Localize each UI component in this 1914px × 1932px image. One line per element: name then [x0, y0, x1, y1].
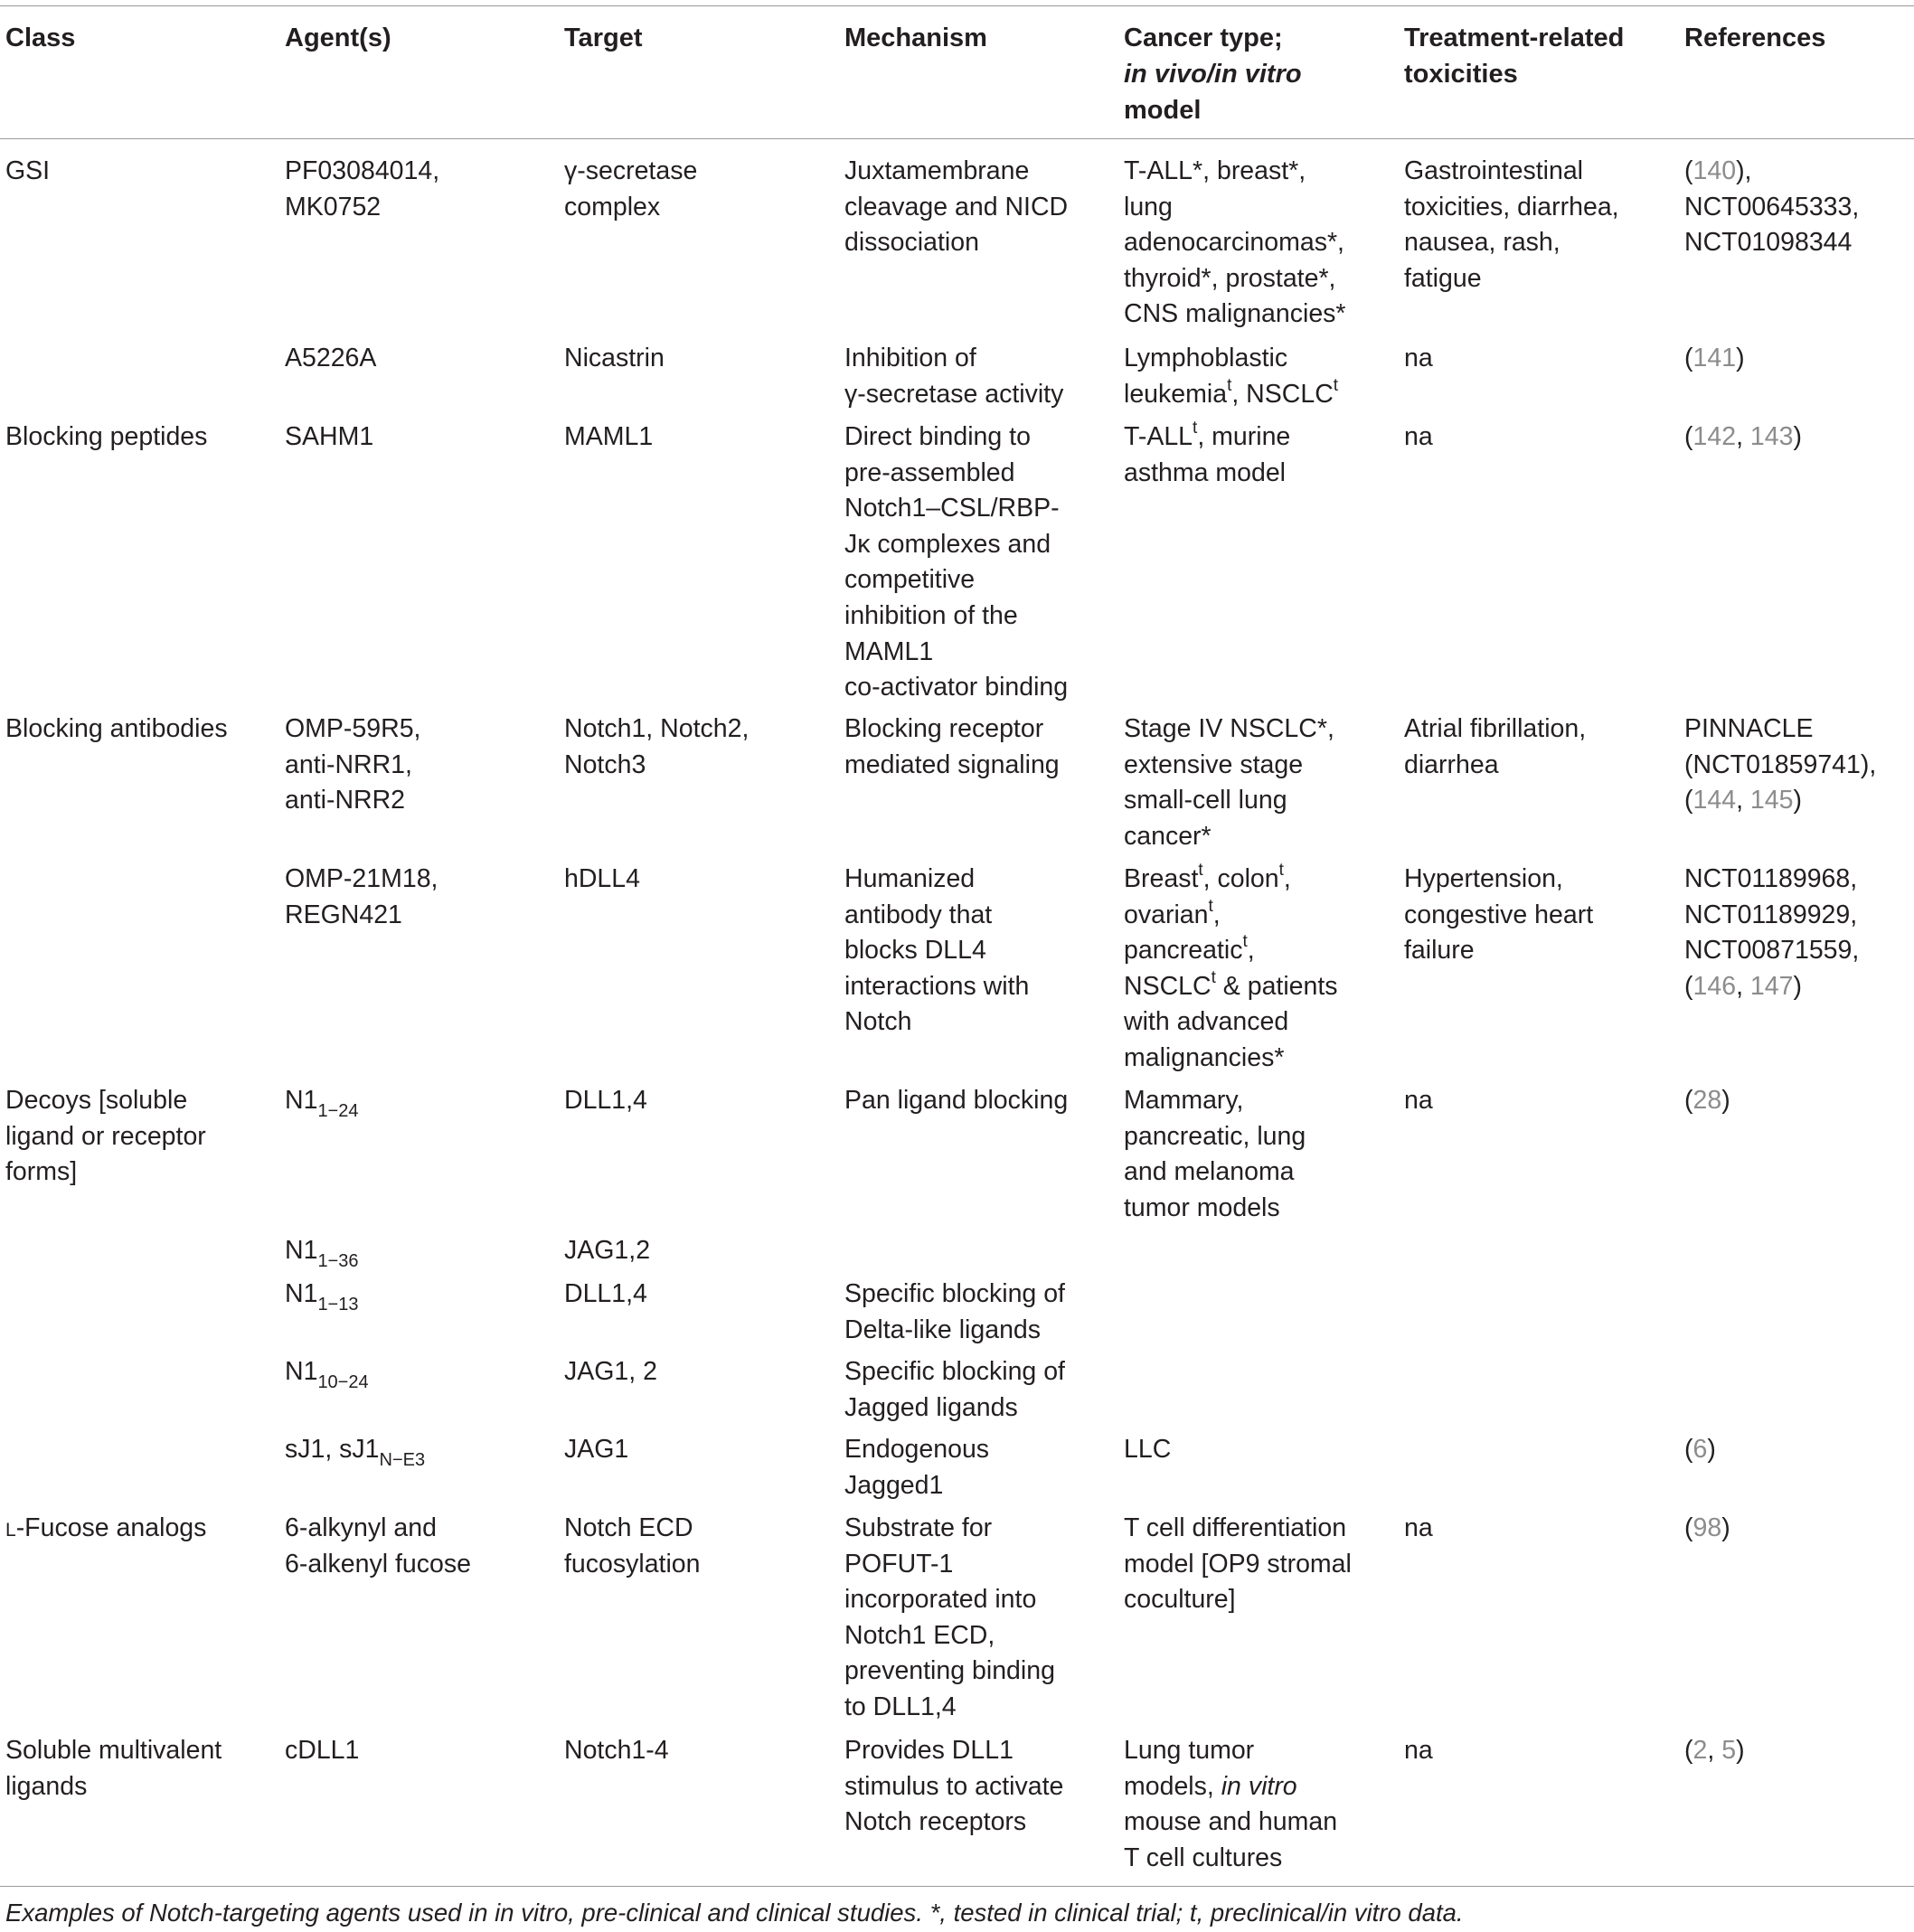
row-decoys-target: DLL1,4	[564, 1086, 647, 1115]
cancer-line	[1124, 419, 1290, 456]
agent-line: PF03084014,	[285, 156, 440, 185]
cancer-line	[1124, 969, 1338, 1005]
reference-link[interactable]: 5	[1721, 1736, 1737, 1765]
mechanism-line: Endogenous	[844, 1435, 990, 1464]
reference-link[interactable]: 145	[1749, 786, 1794, 815]
ref-paren: )	[1736, 344, 1745, 372]
mechanism-line: POFUT-1	[844, 1549, 954, 1579]
agent-subscript: N−E3	[379, 1450, 426, 1470]
preclinical-marker: t	[1278, 861, 1284, 880]
ref-paren: (	[1684, 1513, 1693, 1542]
row-n1-1-36-target: JAG1,2	[564, 1236, 651, 1265]
ref-paren: (	[1684, 1435, 1693, 1464]
ref-line: NCT01189929,	[1684, 900, 1858, 929]
reference-link[interactable]: 140	[1692, 156, 1737, 185]
reference-link[interactable]: 2	[1692, 1736, 1708, 1765]
cancer-line: tumor models	[1124, 1192, 1280, 1222]
cancer-text: ovarian	[1124, 900, 1209, 929]
mechanism-line: to DLL1,4	[844, 1692, 957, 1721]
tox-line: Hypertension,	[1404, 864, 1563, 893]
cancer-line: Mammary,	[1124, 1086, 1244, 1115]
cancer-line	[1124, 933, 1338, 969]
header-references: References	[1684, 24, 1826, 52]
mechanism-line: cleavage and NICD	[844, 192, 1069, 221]
row-gsi-target	[564, 154, 697, 225]
ref-paren: (	[1684, 344, 1693, 372]
mechanism-line: inhibition of the	[844, 600, 1018, 630]
row-decoys-class	[5, 1083, 206, 1191]
cancer-line: T-ALL*, breast*,	[1124, 156, 1306, 185]
cancer-line: T cell cultures	[1124, 1842, 1283, 1872]
mechanism-line: blocks DLL4	[844, 936, 986, 966]
ref-separator: ,	[1736, 971, 1750, 1001]
agent-line: anti-NRR1,	[285, 749, 412, 779]
target-line: Notch1, Notch2,	[564, 714, 750, 743]
row-peptides-mechanism	[844, 419, 1068, 706]
reference-link[interactable]: 98	[1692, 1513, 1722, 1542]
class-line: Decoys [soluble	[5, 1086, 188, 1115]
row-peptides-agent: SAHM1	[285, 422, 374, 451]
mechanism-line: incorporated into	[844, 1585, 1037, 1615]
cancer-line: small-cell lung	[1124, 786, 1287, 815]
reference-link[interactable]: 144	[1692, 786, 1737, 815]
row-fucose-agents	[285, 1511, 471, 1582]
cancer-line: model [OP9 stromal	[1124, 1549, 1352, 1579]
ref-paren: (	[1684, 1736, 1693, 1765]
row-n1-1-13-agent	[285, 1277, 359, 1313]
row-fucose-class	[5, 1511, 206, 1549]
class-line: forms]	[5, 1157, 78, 1187]
mechanism-line: γ-secretase activity	[844, 379, 1064, 409]
row-decoys-cancer	[1124, 1083, 1306, 1226]
row-omp21m18-cancer	[1124, 862, 1338, 1077]
row-fucose-target	[564, 1511, 701, 1582]
row-decoys-agent	[285, 1083, 359, 1119]
header-cancer-line3: model	[1124, 96, 1202, 125]
row-multivalent-references	[1684, 1733, 1745, 1769]
agent-line: 6-alkynyl and	[285, 1513, 437, 1542]
preclinical-marker: t	[1193, 419, 1198, 438]
tox-line: toxicities, diarrhea,	[1404, 192, 1619, 221]
cancer-line: with advanced	[1124, 1007, 1289, 1037]
row-omp21m18-mechanism	[844, 862, 1029, 1041]
cancer-text: & patients	[1215, 971, 1338, 1001]
header-tox-line1: Treatment-related	[1404, 24, 1625, 52]
row-multivalent-target: Notch1-4	[564, 1736, 669, 1765]
ref-paren: (	[1684, 156, 1693, 185]
row-peptides-target: MAML1	[564, 422, 654, 451]
row-antibodies-mechanism	[844, 712, 1060, 783]
row-n1-10-24-target: JAG1, 2	[564, 1357, 657, 1386]
row-multivalent-agent: cDLL1	[285, 1736, 360, 1765]
ref-paren: (	[1684, 971, 1693, 1001]
row-sj1-mechanism	[844, 1432, 989, 1503]
ref-line	[1684, 154, 1859, 190]
mechanism-line: MAML1	[844, 636, 934, 666]
cancer-line	[1124, 898, 1338, 934]
row-fucose-toxicities: na	[1404, 1513, 1433, 1542]
mechanism-line: stimulus to activate	[844, 1771, 1064, 1801]
agent-text: N1	[285, 1357, 318, 1386]
row-peptides-toxicities: na	[1404, 422, 1433, 451]
ref-line	[1684, 969, 1859, 1005]
mechanism-line: Notch receptors	[844, 1807, 1027, 1837]
ref-separator: ,	[1736, 422, 1750, 451]
cancer-line: Lung tumor	[1124, 1736, 1255, 1765]
row-omp21m18-toxicities	[1404, 862, 1593, 969]
row-omp21m18-target: hDLL4	[564, 864, 640, 893]
cancer-text: models,	[1124, 1771, 1221, 1801]
ref-separator: ,	[1707, 1736, 1722, 1765]
row-omp21m18-agents	[285, 862, 438, 933]
row-sj1-cancer: LLC	[1124, 1435, 1172, 1464]
class-line: ligands	[5, 1771, 88, 1801]
mechanism-line: preventing binding	[844, 1656, 1055, 1686]
preclinical-marker: t	[1208, 896, 1213, 916]
row-gsi-mechanism	[844, 154, 1068, 261]
ref-line	[1684, 783, 1876, 819]
header-toxicities	[1404, 20, 1624, 92]
target-line: γ-secretase	[564, 156, 698, 185]
reference-link[interactable]: 28	[1692, 1086, 1722, 1115]
cancer-line	[1124, 862, 1338, 898]
ref-paren: )	[1793, 422, 1802, 451]
cancer-line: Stage IV NSCLC*,	[1124, 714, 1334, 743]
header-cancer-line2: in vivo/in vitro	[1124, 60, 1302, 89]
cancer-line: and melanoma	[1124, 1157, 1295, 1187]
row-fucose-cancer	[1124, 1511, 1352, 1618]
mechanism-line: Notch1–CSL/RBP-	[844, 494, 1060, 523]
cancer-line: pancreatic, lung	[1124, 1121, 1306, 1151]
row-antibodies-cancer	[1124, 712, 1334, 854]
reference-link[interactable]: 141	[1692, 344, 1737, 372]
target-line: fucosylation	[564, 1549, 701, 1579]
ref-paren: (	[1684, 1086, 1693, 1115]
row-a5226a-toxicities: na	[1404, 344, 1433, 372]
cancer-text-italic: in vitro	[1221, 1771, 1297, 1801]
row-fucose-references	[1684, 1511, 1730, 1547]
ref-paren: (	[1684, 422, 1693, 451]
row-peptides-references	[1684, 419, 1802, 456]
tox-line: fatigue	[1404, 263, 1482, 293]
preclinical-marker: t	[1333, 375, 1339, 395]
cancer-text: leukemia	[1124, 379, 1228, 409]
agent-text: N1	[285, 1279, 318, 1308]
tox-line: diarrhea	[1404, 749, 1499, 779]
row-n1-1-13-mechanism	[844, 1277, 1065, 1348]
class-line: ligand or receptor	[5, 1121, 206, 1151]
row-gsi-class: GSI	[5, 156, 51, 185]
row-sj1-target: JAG1	[564, 1435, 629, 1464]
row-antibodies-references	[1684, 712, 1876, 819]
mechanism-line: antibody that	[844, 900, 993, 929]
row-a5226a-mechanism	[844, 341, 1063, 412]
agent-subscript: 1−36	[317, 1251, 359, 1271]
row-decoys-toxicities: na	[1404, 1086, 1433, 1115]
cancer-line: CNS malignancies*	[1124, 299, 1346, 329]
agent-subscript: 10−24	[317, 1372, 369, 1392]
ref-paren: )	[1707, 1435, 1716, 1464]
cancer-text: ,	[1247, 936, 1255, 966]
cancer-line: coculture]	[1124, 1585, 1236, 1615]
target-line: Notch ECD	[564, 1513, 693, 1542]
preclinical-marker: t	[1227, 375, 1232, 395]
row-antibodies-agents	[285, 712, 420, 819]
mechanism-line: Jκ complexes and	[844, 529, 1051, 559]
cancer-text: Breast	[1124, 864, 1199, 893]
tox-line: Gastrointestinal	[1404, 156, 1584, 185]
cancer-line: asthma model	[1124, 457, 1287, 487]
reference-link[interactable]: 142	[1692, 422, 1737, 451]
agent-subscript: 1−24	[317, 1101, 359, 1121]
row-antibodies-class: Blocking antibodies	[5, 714, 228, 743]
preclinical-marker: t	[1211, 967, 1216, 987]
ref-line: NCT00871559,	[1684, 936, 1860, 966]
tox-line: failure	[1404, 936, 1475, 966]
row-multivalent-toxicities: na	[1404, 1736, 1433, 1765]
class-line: Soluble multivalent	[5, 1736, 222, 1765]
row-omp21m18-references	[1684, 862, 1859, 1004]
cancer-line: thyroid*, prostate*,	[1124, 263, 1336, 293]
row-antibodies-toxicities	[1404, 712, 1586, 783]
ref-separator: ,	[1736, 786, 1750, 815]
cancer-text: , NSCLC	[1231, 379, 1334, 409]
agent-text: N1	[285, 1086, 318, 1115]
row-a5226a-target: Nicastrin	[564, 344, 665, 372]
mechanism-line: Notch1 ECD,	[844, 1620, 995, 1650]
agent-text: N1	[285, 1236, 318, 1265]
agent-line: MK0752	[285, 192, 382, 221]
preclinical-marker: t	[1198, 861, 1203, 880]
ref-line: NCT00645333,	[1684, 192, 1860, 221]
cancer-text: pancreatic	[1124, 936, 1243, 966]
preclinical-marker: t	[1242, 932, 1248, 952]
mechanism-line: Provides DLL1	[844, 1736, 1014, 1765]
cancer-text: , colon	[1202, 864, 1279, 893]
header-mechanism: Mechanism	[844, 24, 987, 52]
header-class: Class	[5, 24, 76, 52]
header-bottom-rule	[0, 138, 1914, 139]
table-top-rule	[0, 5, 1914, 6]
cancer-line: T cell differentiation	[1124, 1513, 1347, 1542]
row-decoys-references	[1684, 1083, 1730, 1119]
ref-paren: )	[1736, 1736, 1745, 1765]
tox-line: congestive heart	[1404, 900, 1594, 929]
mechanism-line: Juxtamembrane	[844, 156, 1030, 185]
row-peptides-cancer	[1124, 419, 1290, 491]
mechanism-line: Jagged ligands	[844, 1392, 1018, 1422]
cancer-line: mouse and human	[1124, 1807, 1338, 1837]
reference-link[interactable]: 143	[1749, 422, 1794, 451]
ref-paren: (	[1684, 786, 1693, 815]
cancer-line: Lymphoblastic	[1124, 344, 1288, 372]
reference-link[interactable]: 146	[1692, 971, 1737, 1001]
ref-line: PINNACLE	[1684, 714, 1814, 743]
cancer-text: NSCLC	[1124, 971, 1212, 1001]
row-multivalent-class	[5, 1733, 222, 1805]
agent-line: REGN421	[285, 900, 402, 929]
tox-line: nausea, rash,	[1404, 228, 1560, 258]
agent-line: OMP-59R5,	[285, 714, 421, 743]
cancer-line: cancer*	[1124, 821, 1212, 851]
row-sj1-agent	[285, 1432, 425, 1468]
class-smallcaps: L	[5, 1520, 16, 1541]
cancer-line: lung	[1124, 192, 1173, 221]
reference-link[interactable]: 6	[1692, 1435, 1708, 1464]
mechanism-line: mediated signaling	[844, 749, 1060, 779]
header-target: Target	[564, 24, 643, 52]
mechanism-line: Humanized	[844, 864, 976, 893]
row-antibodies-target	[564, 712, 749, 783]
row-gsi-toxicities	[1404, 154, 1619, 297]
mechanism-line: co-activator binding	[844, 673, 1069, 702]
header-cancer-line1: Cancer type;	[1124, 24, 1283, 52]
table-bottom-rule	[0, 1886, 1914, 1887]
row-peptides-class: Blocking peptides	[5, 422, 208, 451]
cancer-text: , murine	[1197, 422, 1291, 451]
agent-line: 6-alkenyl fucose	[285, 1549, 471, 1579]
cancer-text: ,	[1283, 864, 1291, 893]
cancer-line	[1124, 1769, 1337, 1805]
row-multivalent-mechanism	[844, 1733, 1063, 1841]
ref-paren: )	[1793, 786, 1802, 815]
mechanism-line: pre-assembled	[844, 457, 1015, 487]
agent-line: OMP-21M18,	[285, 864, 438, 893]
ref-line: NCT01189968,	[1684, 864, 1858, 893]
row-n1-1-36-agent	[285, 1233, 359, 1269]
row-sj1-references	[1684, 1432, 1716, 1468]
header-agents: Agent(s)	[285, 24, 391, 52]
row-n1-10-24-agent	[285, 1354, 369, 1390]
target-line: complex	[564, 192, 661, 221]
mechanism-line: Blocking receptor	[844, 714, 1044, 743]
mechanism-line: dissociation	[844, 228, 979, 258]
cancer-line	[1124, 377, 1338, 413]
mechanism-line: Substrate for	[844, 1513, 993, 1542]
row-a5226a-cancer	[1124, 341, 1338, 412]
row-gsi-agents	[285, 154, 439, 225]
row-n1-10-24-mechanism	[844, 1354, 1065, 1426]
row-gsi-references	[1684, 154, 1859, 261]
ref-line: (NCT01859741),	[1684, 749, 1877, 779]
row-a5226a-references	[1684, 341, 1745, 377]
mechanism-line: Delta-like ligands	[844, 1315, 1042, 1344]
cancer-line: malignancies*	[1124, 1042, 1285, 1072]
row-a5226a-agent: A5226A	[285, 344, 377, 372]
mechanism-line: Direct binding to	[844, 422, 1031, 451]
reference-link[interactable]: 147	[1749, 971, 1794, 1001]
row-multivalent-cancer	[1124, 1733, 1337, 1876]
row-n1-1-13-target: DLL1,4	[564, 1279, 647, 1308]
row-decoys-mechanism: Pan ligand blocking	[844, 1086, 1069, 1115]
cancer-text: ,	[1212, 900, 1221, 929]
row-gsi-cancer	[1124, 154, 1346, 333]
cancer-line: adenocarcinomas*,	[1124, 228, 1344, 258]
cancer-line: extensive stage	[1124, 749, 1304, 779]
ref-paren: )	[1721, 1513, 1730, 1542]
mechanism-line: Notch	[844, 1007, 912, 1037]
ref-paren: )	[1721, 1086, 1730, 1115]
table-caption: Examples of Notch-targeting agents used in in vitro, pre-clinical and clinical studies. *, tested in clinical trial; t, preclinical/in vitro data.	[5, 1899, 1464, 1927]
target-line: Notch3	[564, 749, 646, 779]
mechanism-line: Inhibition of	[844, 344, 976, 372]
cancer-text: T-ALL	[1124, 422, 1193, 451]
mechanism-line: Jagged1	[844, 1470, 944, 1500]
agent-text: sJ1, sJ1	[285, 1435, 380, 1464]
header-tox-line2: toxicities	[1404, 60, 1518, 89]
agent-subscript: 1−13	[317, 1295, 359, 1315]
class-text: -Fucose analogs	[15, 1513, 207, 1542]
mechanism-line: competitive	[844, 565, 976, 595]
ref-paren: )	[1793, 971, 1802, 1001]
mechanism-line: interactions with	[844, 971, 1030, 1001]
header-cancer-type	[1124, 20, 1302, 128]
ref-paren: ),	[1736, 156, 1752, 185]
mechanism-line: Specific blocking of	[844, 1357, 1065, 1386]
agent-line: anti-NRR2	[285, 786, 406, 815]
tox-line: Atrial fibrillation,	[1404, 714, 1587, 743]
ref-line: NCT01098344	[1684, 228, 1853, 258]
mechanism-line: Specific blocking of	[844, 1279, 1065, 1308]
row-fucose-mechanism	[844, 1511, 1055, 1726]
